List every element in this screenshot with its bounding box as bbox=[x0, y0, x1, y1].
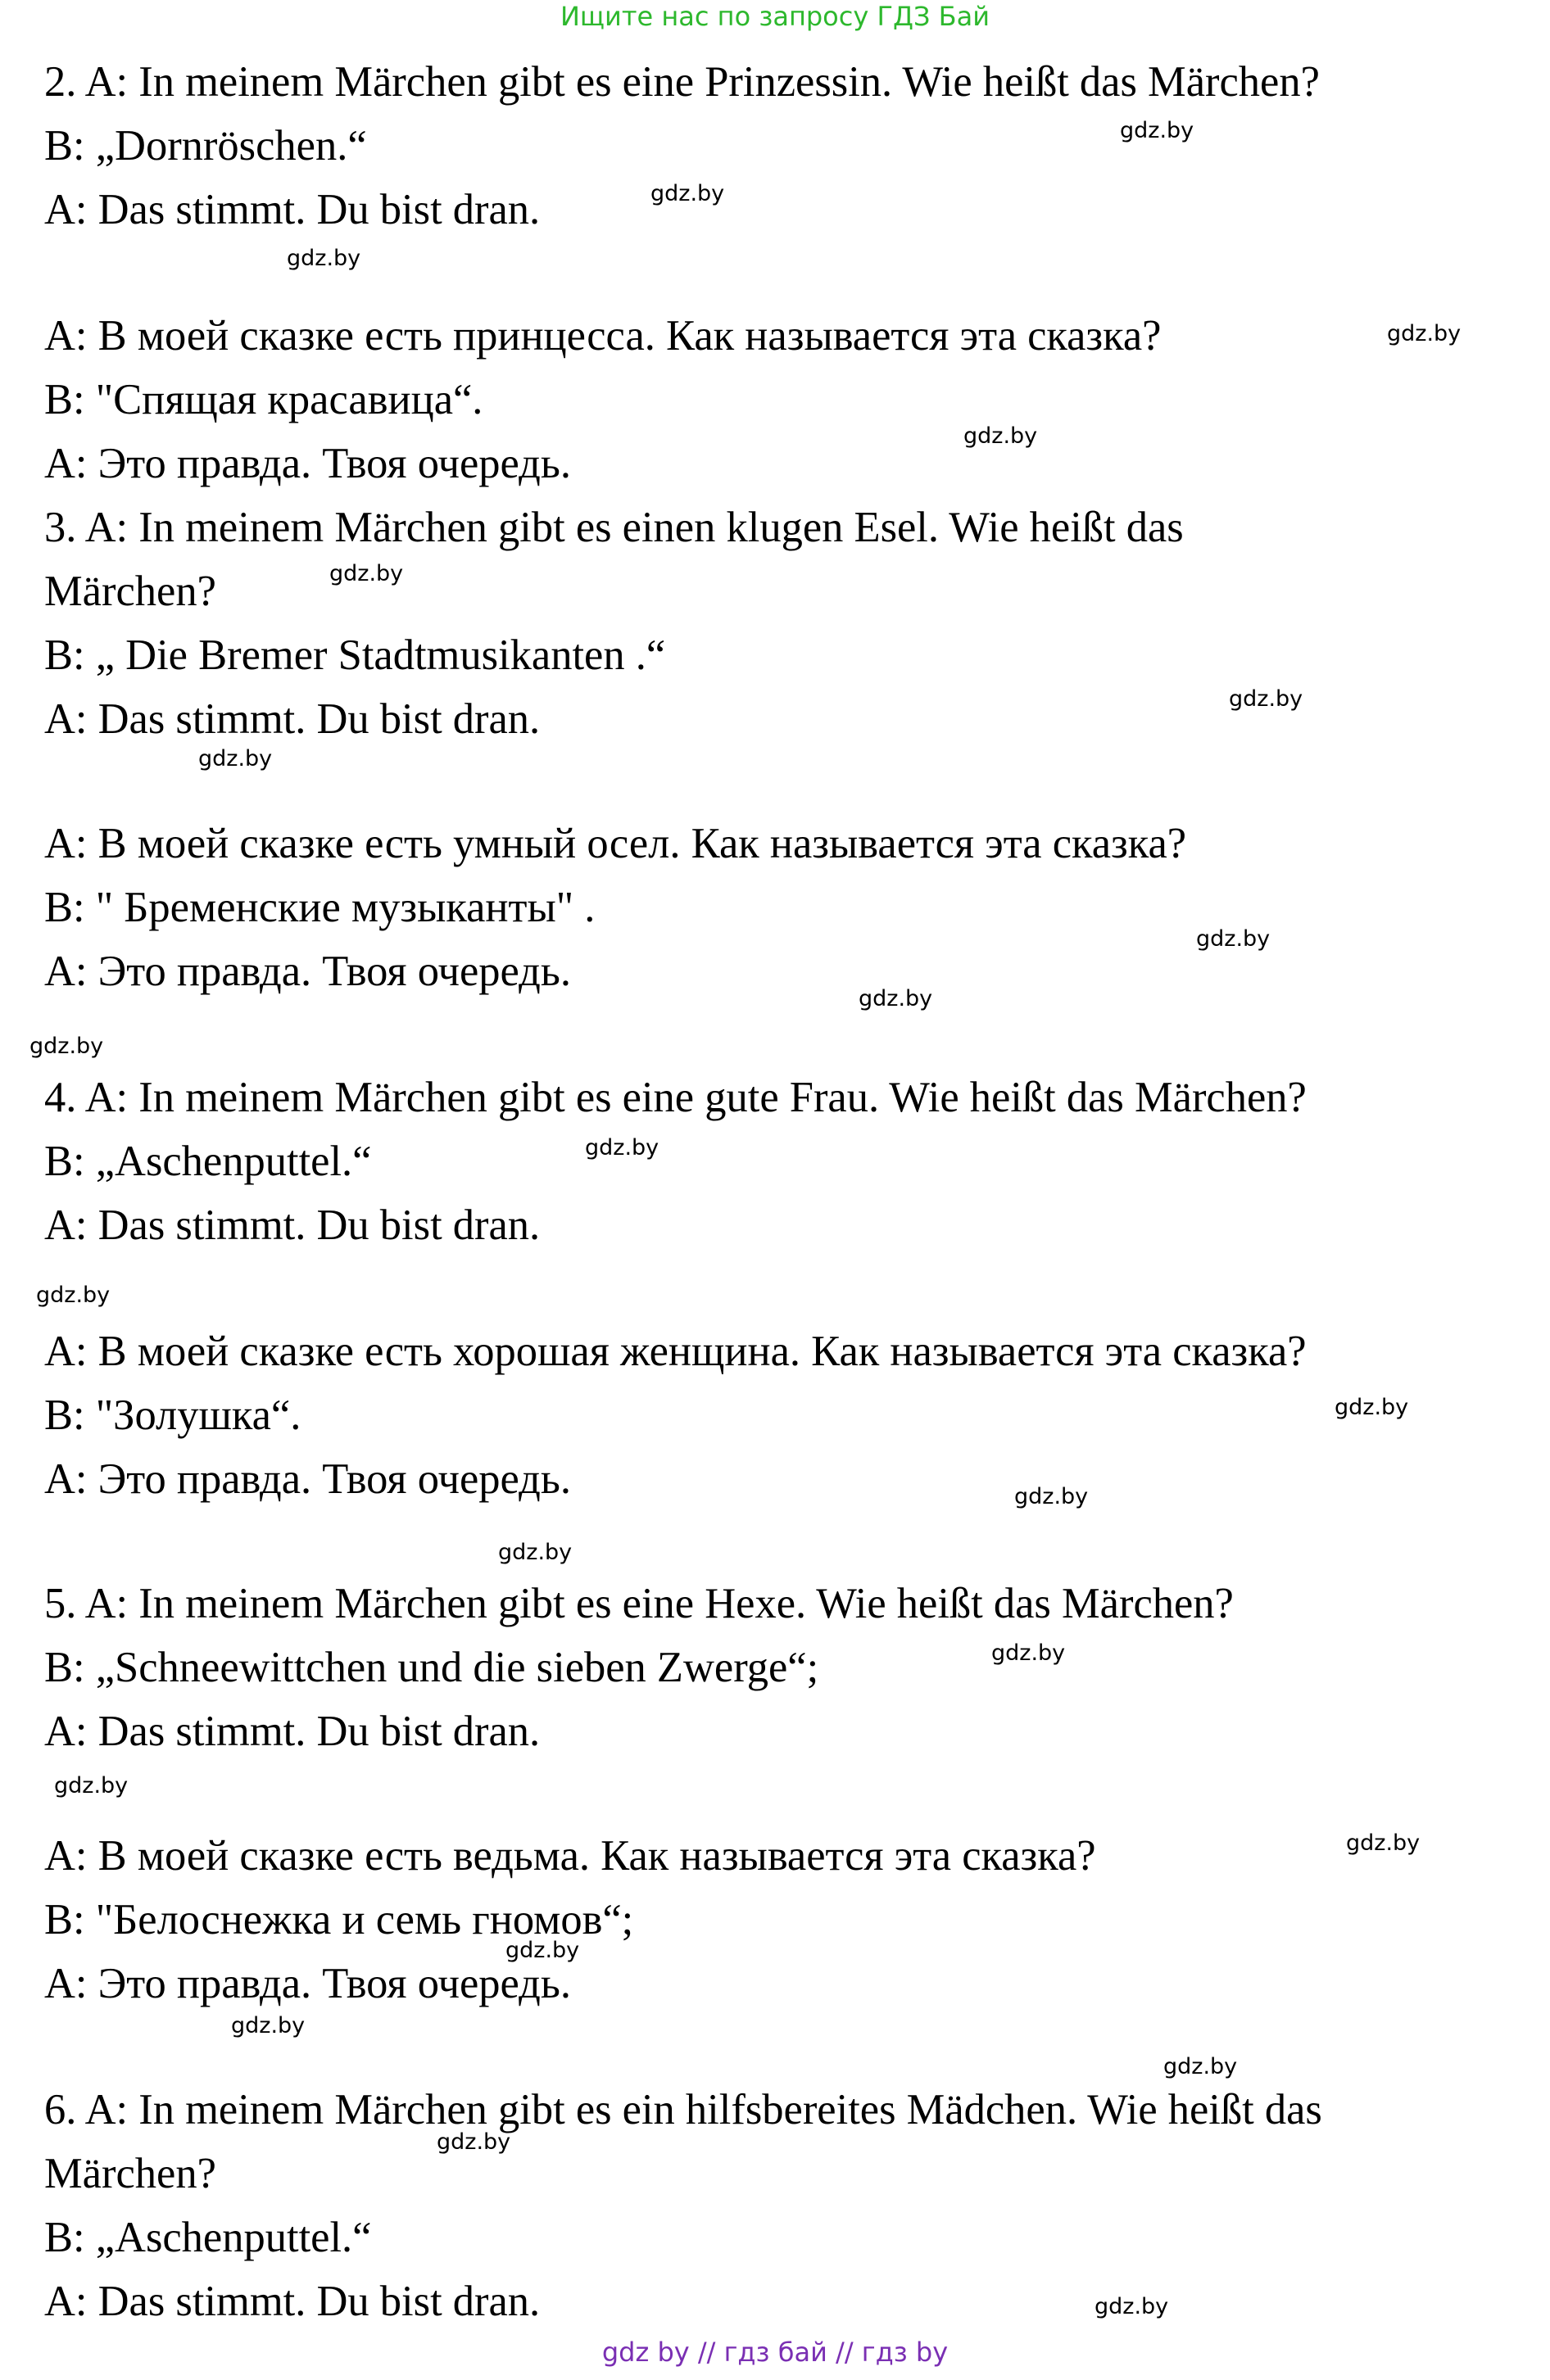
dialogue-line: 2. A: In meinem Märchen gibt es eine Prinzessin. Wie heißt das Märchen? bbox=[44, 58, 1320, 106]
dialogue-line: A: В моей сказке есть ведьма. Как называется эта сказка? bbox=[44, 1832, 1096, 1880]
watermark: gdz.by bbox=[1095, 2294, 1169, 2319]
dialogue-line: 3. A: In meinem Märchen gibt es einen klugen Esel. Wie heißt das bbox=[44, 504, 1184, 551]
watermark: gdz.by bbox=[329, 561, 404, 586]
watermark: gdz.by bbox=[198, 746, 273, 771]
dialogue-line: A: Das stimmt. Du bist dran. bbox=[44, 2278, 541, 2325]
watermark: gdz.by bbox=[991, 1640, 1066, 1666]
dialogue-line: 5. A: In meinem Märchen gibt es eine Hexe. Wie heißt das Märchen? bbox=[44, 1580, 1234, 1627]
dialogue-line: Märchen? bbox=[44, 2150, 216, 2197]
dialogue-line: A: Это правда. Твоя очередь. bbox=[44, 948, 571, 995]
dialogue-line: A: Это правда. Твоя очередь. bbox=[44, 1960, 571, 2007]
footer-links: gdz by // гдз бай // гдз by bbox=[601, 2337, 949, 2368]
dialogue-line: B: "Белоснежка и семь гномов“; bbox=[44, 1896, 634, 1943]
dialogue-line: B: " Бременские музыканты" . bbox=[44, 884, 596, 931]
watermark: gdz.by bbox=[498, 1540, 573, 1565]
dialogue-line: A: Это правда. Твоя очередь. bbox=[44, 1455, 571, 1503]
watermark: gdz.by bbox=[1163, 2054, 1238, 2079]
watermark: gdz.by bbox=[650, 181, 725, 206]
watermark: gdz.by bbox=[1335, 1395, 1409, 1420]
dialogue-line: 6. A: In meinem Märchen gibt es ein hilfsbereites Mädchen. Wie heißt das bbox=[44, 2086, 1322, 2133]
dialogue-line: A: Das stimmt. Du bist dran. bbox=[44, 1708, 541, 1755]
watermark: gdz.by bbox=[36, 1283, 111, 1308]
watermark: gdz.by bbox=[1196, 926, 1271, 952]
watermark: gdz.by bbox=[859, 986, 933, 1011]
dialogue-line: A: Это правда. Твоя очередь. bbox=[44, 440, 571, 487]
watermark: gdz.by bbox=[1346, 1830, 1421, 1856]
watermark: gdz.by bbox=[287, 246, 361, 271]
dialogue-line: A: В моей сказке есть хорошая женщина. Как называется эта сказка? bbox=[44, 1328, 1307, 1375]
watermark: gdz.by bbox=[505, 1938, 580, 1963]
watermark: gdz.by bbox=[29, 1034, 104, 1059]
dialogue-line: A: Das stimmt. Du bist dran. bbox=[44, 186, 541, 233]
dialogue-line: B: „Aschenputtel.“ bbox=[44, 1138, 372, 1185]
top-banner: Ищите нас по запросу ГДЗ Бай bbox=[560, 1, 990, 32]
dialogue-line: B: „Aschenputtel.“ bbox=[44, 2214, 372, 2261]
watermark: gdz.by bbox=[54, 1773, 129, 1799]
watermark: gdz.by bbox=[1387, 321, 1462, 346]
dialogue-line: Märchen? bbox=[44, 568, 216, 615]
dialogue-line: A: В моей сказке есть умный осел. Как называется эта сказка? bbox=[44, 820, 1187, 867]
dialogue-line: A: В моей сказке есть принцесса. Как называется эта сказка? bbox=[44, 312, 1162, 360]
watermark: gdz.by bbox=[437, 2129, 511, 2155]
dialogue-line: B: „ Die Bremer Stadtmusikanten .“ bbox=[44, 631, 666, 679]
watermark: gdz.by bbox=[1229, 686, 1303, 712]
dialogue-line: A: Das stimmt. Du bist dran. bbox=[44, 1201, 541, 1249]
dialogue-line: B: „Schneewittchen und die sieben Zwerge“; bbox=[44, 1644, 819, 1691]
dialogue-line: 4. A: In meinem Märchen gibt es eine gute Frau. Wie heißt das Märchen? bbox=[44, 1074, 1307, 1121]
dialogue-line: B: „Dornröschen.“ bbox=[44, 122, 367, 170]
dialogue-line: B: "Спящая красавица“. bbox=[44, 376, 483, 423]
watermark: gdz.by bbox=[1120, 118, 1194, 143]
watermark: gdz.by bbox=[963, 423, 1038, 449]
watermark: gdz.by bbox=[1014, 1484, 1089, 1509]
watermark: gdz.by bbox=[585, 1135, 659, 1161]
dialogue-line: B: "Золушка“. bbox=[44, 1391, 301, 1439]
dialogue-line: A: Das stimmt. Du bist dran. bbox=[44, 695, 541, 743]
watermark: gdz.by bbox=[231, 2013, 306, 2038]
